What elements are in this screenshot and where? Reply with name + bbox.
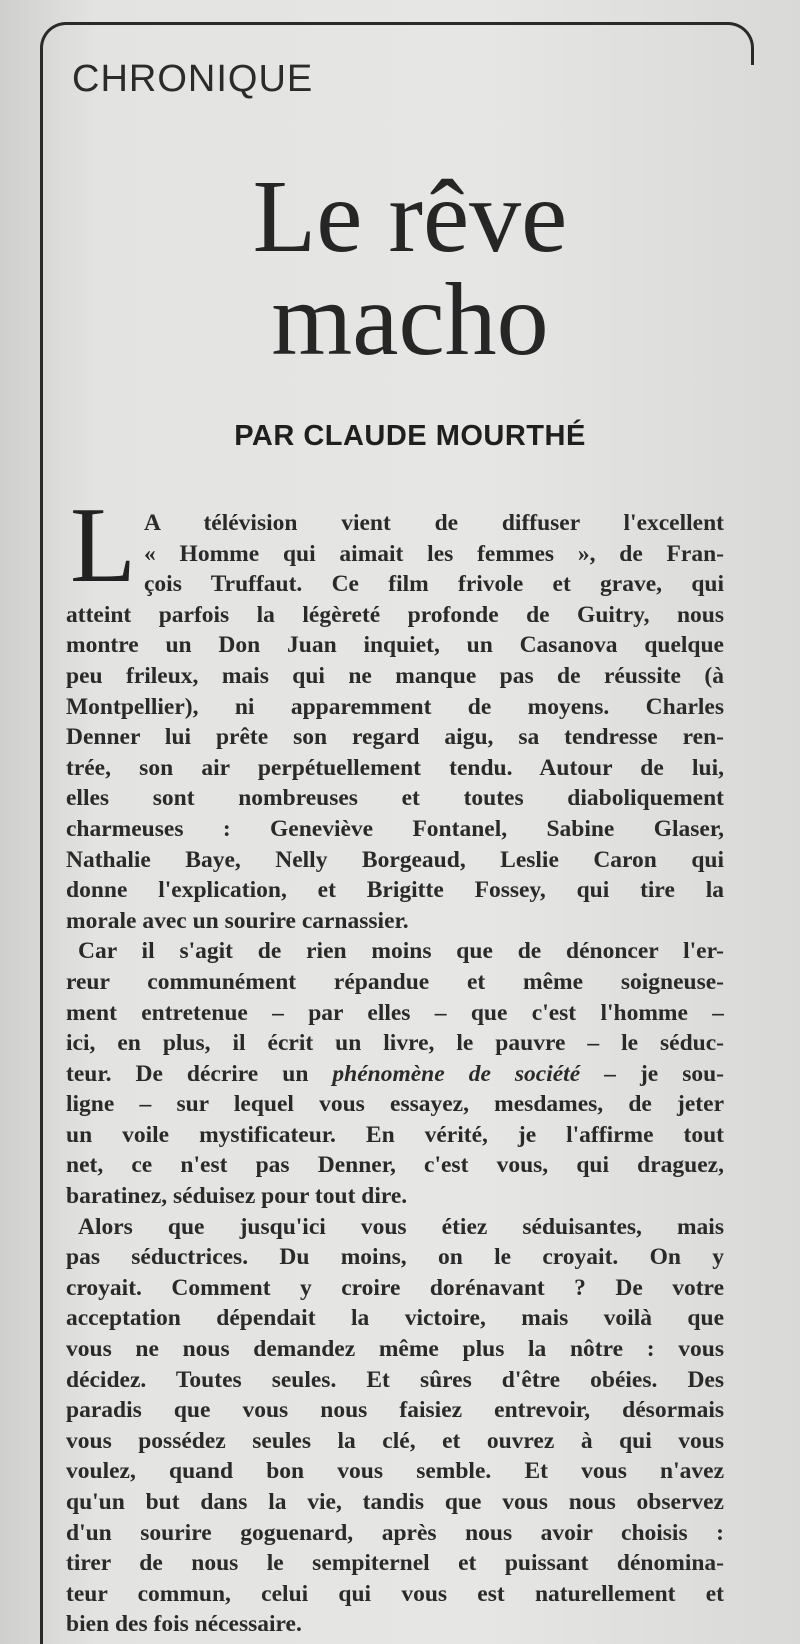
body-line: ligne – sur lequel vous essayez, mesdames, de jeter [66, 1091, 724, 1118]
body-line: Nathalie Baye, Nelly Borgeaud, Leslie Caron qui [66, 846, 724, 873]
body-line: net, ce n'est pas Denner, c'est vous, qui draguez, [66, 1152, 724, 1179]
body-line: charmeuses : Geneviève Fontanel, Sabine Glaser, [66, 815, 724, 842]
headline-line-2: macho [271, 262, 549, 377]
body-line: ici, en plus, il écrit un livre, le pauvre – le séduc- [66, 1030, 724, 1057]
body-line: Denner lui prête son regard aigu, sa tendresse ren- [66, 724, 724, 751]
headline-line-1: Le rêve [252, 159, 568, 274]
body-line: « Homme qui aimait les femmes », de Fran- [144, 540, 724, 567]
body-line: vous ne nous demandez même plus la nôtre : vous [66, 1336, 724, 1363]
body-line: morale avec un sourire carnassier. [66, 907, 409, 934]
body-line: acceptation dépendait la victoire, mais voilà que [66, 1305, 724, 1332]
emphasis-text: phénomène de société [332, 1060, 581, 1087]
body-line: vous possédez seules la clé, et ouvrez à qui vous [66, 1427, 724, 1454]
body-line: teur commun, celui qui vous est naturellement et [66, 1580, 724, 1607]
body-line: pas séductrices. Du moins, on le croyait. On y [66, 1244, 724, 1271]
body-line: çois Truffaut. Ce film frivole et grave, qui [144, 571, 724, 598]
body-line: donne l'explication, et Brigitte Fossey, qui tire la [66, 877, 724, 904]
section-kicker: CHRONIQUE [72, 58, 314, 100]
body-line: un voile mystificateur. En vérité, je l'affirme tout [66, 1121, 724, 1148]
frame-border-left [40, 48, 43, 1644]
body-text: teur. De décrire un [66, 1060, 333, 1087]
body-line: qu'un but dans la vie, tandis que vous nous observez [66, 1489, 724, 1515]
body-line [66, 1059, 724, 1090]
body-line: montre un Don Juan inquiet, un Casanova quelque [66, 632, 724, 659]
body-line: d'un sourire goguenard, après nous avoir choisis : [66, 1519, 724, 1546]
body-line: Car il s'agit de rien moins que de dénoncer l'er- [78, 938, 724, 965]
body-line: Montpellier), ni apparemment de moyens. Charles [66, 693, 724, 720]
body-line: voulez, quand bon vous semble. Et vous n'avez [66, 1458, 724, 1485]
body-line: atteint parfois la légèreté profonde de Guitry, nous [66, 601, 724, 628]
body-line: croyait. Comment y croire dorénavant ? De votre [66, 1274, 724, 1301]
body-line: Alors que jusqu'ici vous étiez séduisantes, mais [78, 1213, 724, 1240]
byline: PAR CLAUDE MOURTHÉ [234, 420, 586, 452]
body-line: trée, son air perpétuellement tendu. Autour de lui, [66, 754, 724, 781]
body-line: ment entretenue – par elles – que c'est l'homme – [66, 999, 724, 1026]
body-text: – je sou- [580, 1060, 724, 1087]
body-line: paradis que vous nous faisiez entrevoir, désormais [66, 1397, 724, 1424]
body-line: peu frileux, mais qui ne manque pas de réussite (à [66, 662, 724, 689]
body-line: baratinez, séduisez pour tout dire. [66, 1183, 408, 1210]
body-line: A télévision vient de diffuser l'excellent [144, 510, 724, 536]
article-body [66, 508, 724, 1640]
body-line: décidez. Toutes seules. Et sûres d'être obéies. Des [66, 1366, 724, 1393]
body-line: bien des fois nécessaire. [66, 1611, 302, 1638]
drop-cap: L [70, 486, 136, 605]
body-line: elles sont nombreuses et toutes diaboliquement [66, 785, 724, 812]
body-line: reur communément répandue et même soigneuse- [66, 968, 724, 995]
body-line: tirer de nous le sempiternel et puissant dénomina- [66, 1550, 724, 1577]
